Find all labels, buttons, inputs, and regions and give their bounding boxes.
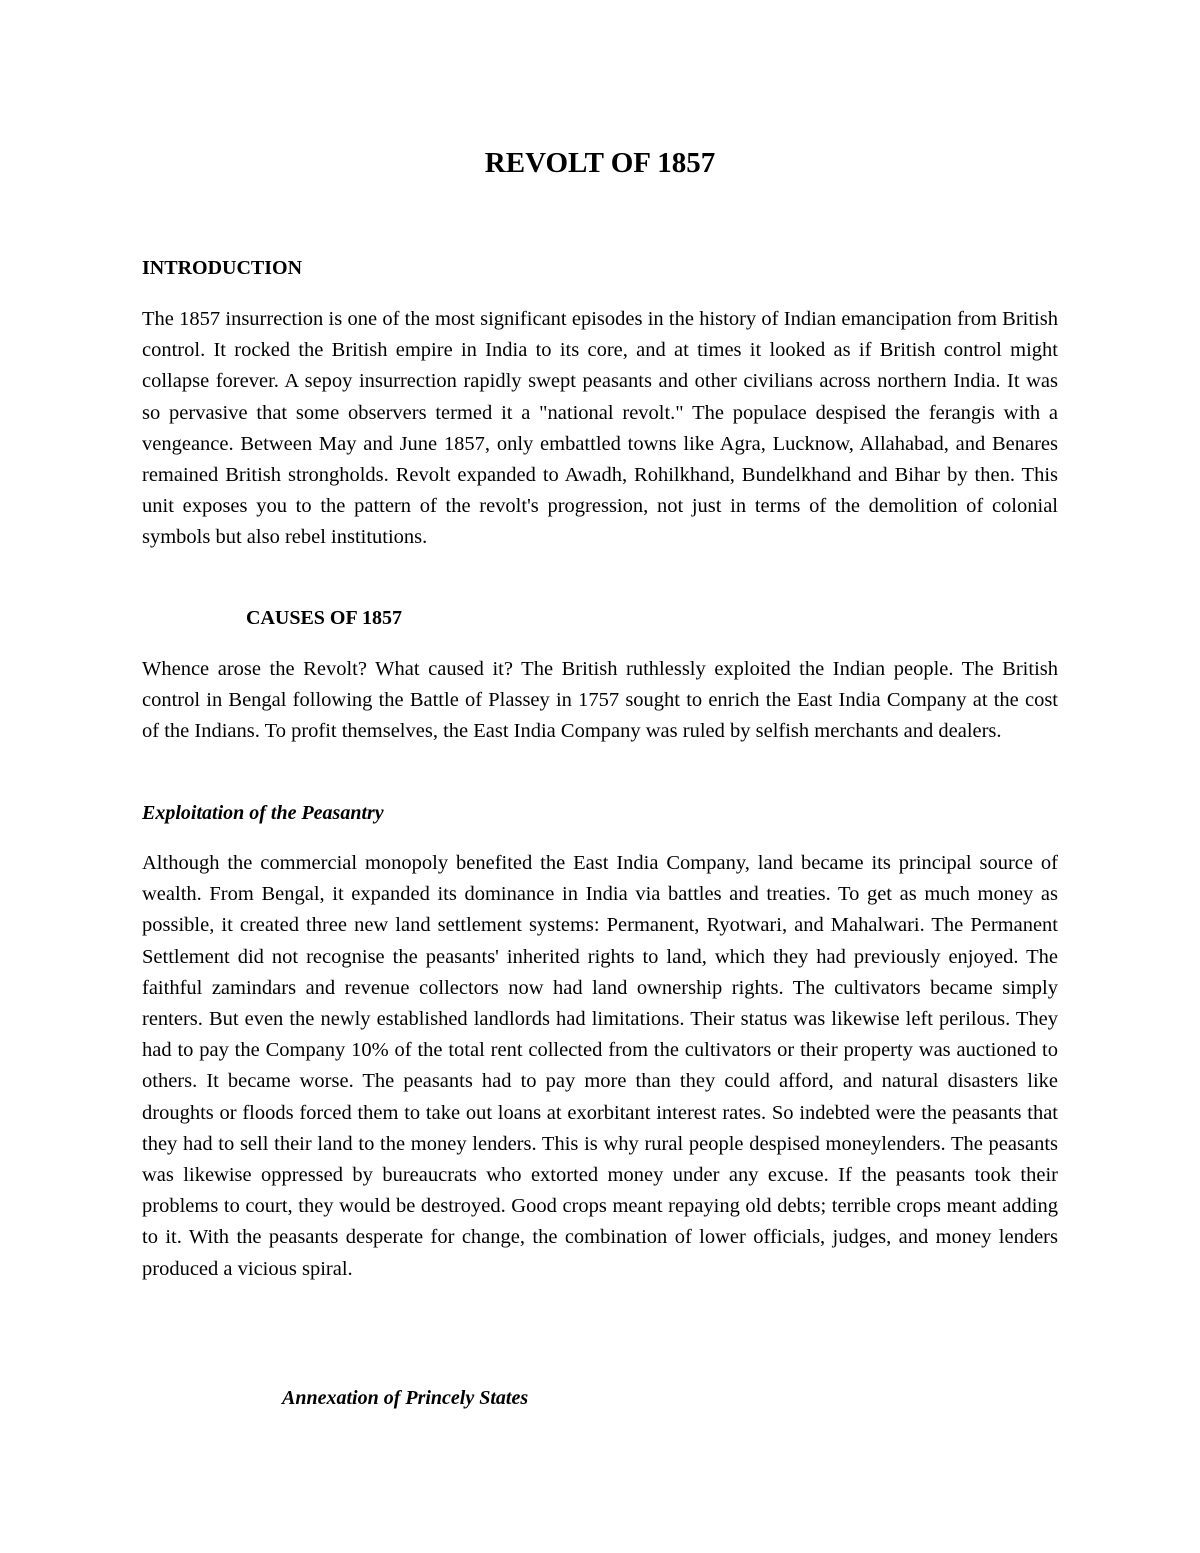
heading-exploitation-of-peasantry: Exploitation of the Peasantry [142,802,384,824]
heading-causes: CAUSES OF 1857 [246,607,402,629]
heading-introduction: INTRODUCTION [142,257,303,279]
paragraph-exploitation-of-peasantry: Although the commercial monopoly benefited the East India Company, land became its principal source of wealth. From Bengal, it expanded its dominance in India via battles and treaties. To get as much money as possible, it created three new land settlement systems: Permanent, Ryotwari, and Mahalwari. The Permanent Settlement did not recognise the peasants' inherited rights to land, which they had previously enjoyed. The faithful zamindars and revenue collectors now had land ownership rights. The cultivators became simply renters. But even the newly established landlords had limitations. Their status was likewise left perilous. They had to pay the Company 10% of the total rent collected from the cultivators or their property was auctioned to others. It became worse. The peasants had to pay more than they could afford, and natural disasters like droughts or floods forced them to take out loans at exorbitant interest rates. So indebted were the peasants that they had to sell their land to the money lenders. This is why rural people despised moneylenders. The peasants was likewise oppressed by bureaucrats who extorted money under any excuse. If the peasants took their problems to court, they would be destroyed. Good crops meant repaying old debts; terrible crops meant adding to it. With the peasants desperate for change, the combination of lower officials, judges, and money lenders produced a vicious spiral. [142,852,1058,1280]
paragraph-introduction: The 1857 insurrection is one of the most significant episodes in the history of Indian emancipation from British control. It rocked the British empire in India to its core, and at times it looked as if British control might collapse forever. A sepoy insurrection rapidly swept peasants and other civilians across northern India. It was so pervasive that some observers termed it a "national revolt." The populace despised the ferangis with a vengeance. Between May and June 1857, only embattled towns like Agra, Lucknow, Allahabad, and Benares remained British strongholds. Revolt expanded to Awadh, Rohilkhand, Bundelkhand and Bihar by then. This unit exposes you to the pattern of the revolt's progression, not just in terms of the demolition of colonial symbols but also rebel institutions. [142,308,1058,549]
paragraph-causes: Whence arose the Revolt? What caused it? The British ruthlessly exploited the Indian people. The British control in Bengal following the Battle of Plassey in 1757 sought to enrich the East India Company at the cost of the Indians. To profit themselves, the East India Company was ruled by selfish merchants and dealers. [142,658,1058,743]
document-title: REVOLT OF 1857 [484,147,716,179]
heading-annexation-of-princely-states: Annexation of Princely States [282,1387,529,1409]
